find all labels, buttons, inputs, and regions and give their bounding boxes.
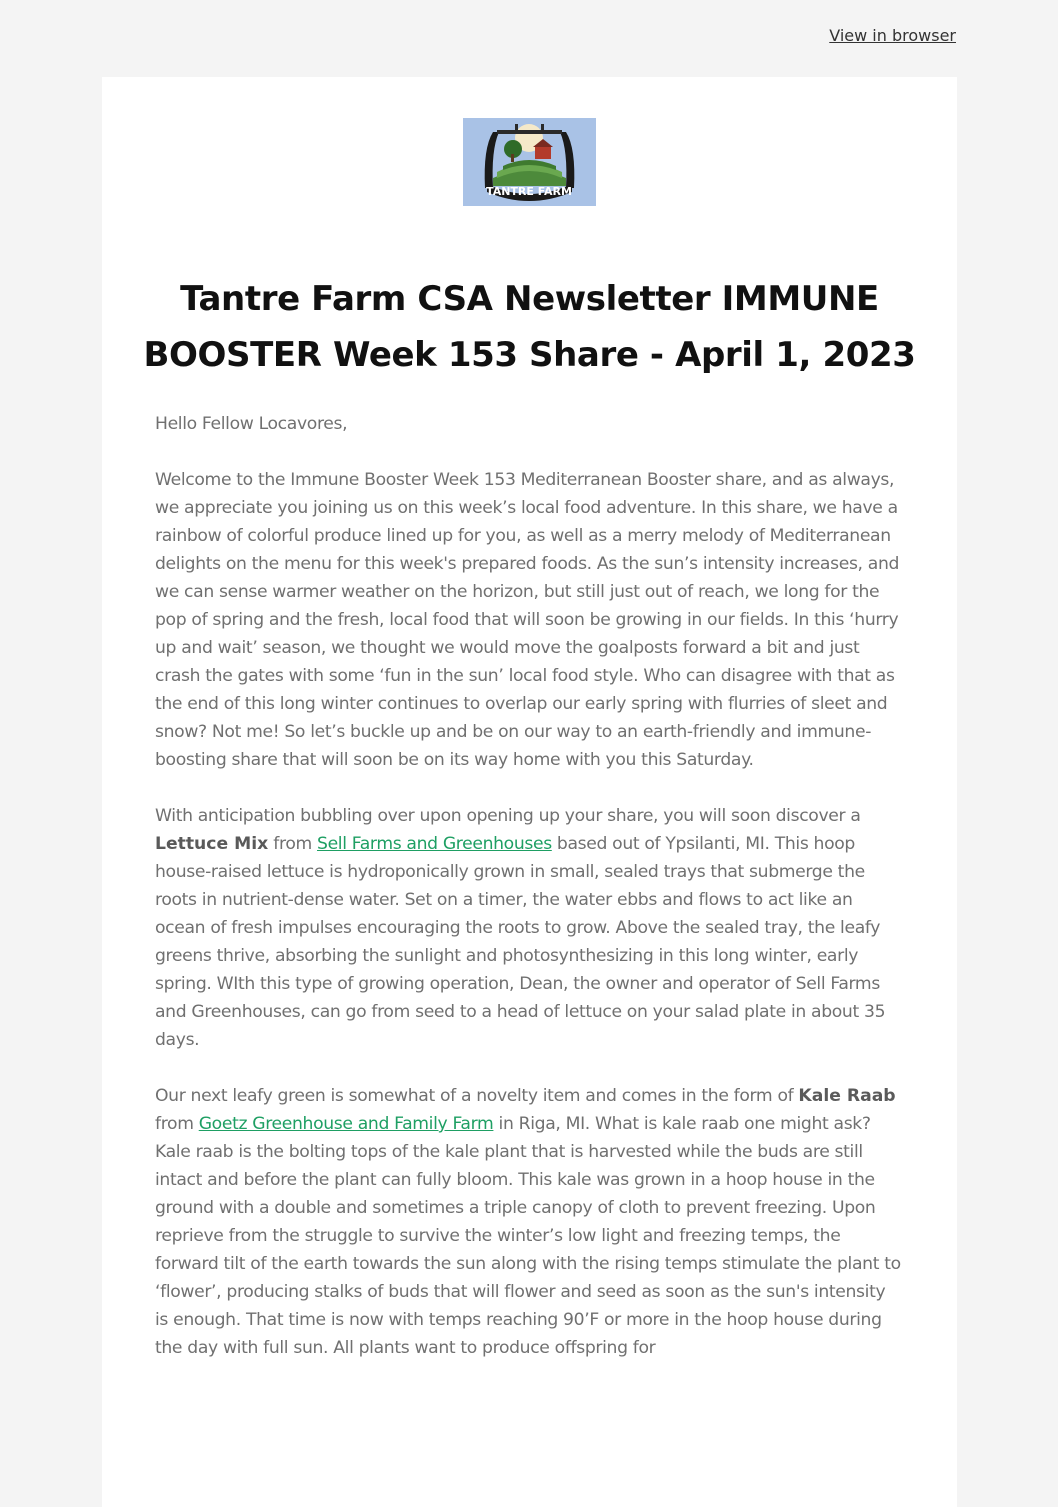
product-name-kale-raab: Kale Raab <box>798 1086 896 1106</box>
topbar <box>829 26 956 45</box>
lettuce-paragraph <box>155 802 903 1054</box>
paragraph-text: Our next leafy green is somewhat of a novelty item and comes in the form of <box>155 1086 799 1106</box>
newsletter-body <box>155 410 903 1390</box>
sell-farms-link[interactable]: Sell Farms and Greenhouses <box>317 834 552 854</box>
product-name-lettuce-mix: Lettuce Mix <box>155 834 269 854</box>
intro-paragraph: Welcome to the Immune Booster Week 153 Mediterranean Booster share, and as always, we appreciate you joining us on this week’s local food adventure. In this share, we have a rainbow of colorful produce lined up for you, as well as a merry melody of Mediterranean delights on the menu for this week's prepared foods. As the sun’s intensity increases, and we can sense warmer weather on the horizon, but still just out of reach, we long for the pop of spring and the fresh, local food that will soon be growing in our fields. In this ‘hurry up and wait’ season, we thought we would move the goalposts forward a bit and just crash the gates with some ‘fun in the sun’ local food style. Who can disagree with that as the end of this long winter continues to overlap our early spring with flurries of sleet and snow? Not me! So let’s buckle up and be on our way to an earth-friendly and immune-boosting share that will soon be on its way home with you this Saturday. <box>155 470 900 770</box>
paragraph-text: from <box>268 834 318 854</box>
goetz-greenhouse-link[interactable]: Goetz Greenhouse and Family Farm <box>198 1114 494 1134</box>
paragraph-text: based out of Ypsilanti, MI. This hoop house-raised lettuce is hydroponically grown in small, sealed trays that submerge the roots in nutrient-dense water. Set on a timer, the water ebbs and flows to act like an ocean of fresh impulses encouraging the roots to grow. Above the sealed tray, the leafy greens thrive, absorbing the sunlight and photosynthesizing in this long winter, early spring. WIth this type of growing operation, Dean, the owner and operator of Sell Farms and Greenhouses, can go from seed to a head of lettuce on your salad plate in about 35 days. <box>155 834 886 1050</box>
tantre-farm-logo <box>463 118 596 206</box>
paragraph-text: from <box>155 1114 199 1134</box>
greeting: Hello Fellow Locavores, <box>155 414 348 434</box>
paragraph-text: With anticipation bubbling over upon opening up your share, you will soon discover a <box>155 806 861 826</box>
logo-image <box>463 118 596 206</box>
paragraph-text: in Riga, MI. What is kale raab one might ask? Kale raab is the bolting tops of the kale plant that is harvested while the buds are still intact and before the plant can fully bloom. This kale was grown in a hoop house in the ground with a double and sometimes a triple canopy of cloth to prevent freezing. Upon reprieve from the struggle to survive the winter’s low light and freezing temps, the forward tilt of the earth towards the sun along with the rising temps stimulate the plant to ‘flower’, producing stalks of buds that will flower and seed as soon as the sun's intensity is enough. That time is now with temps reaching 90’F or more in the hoop house during the day with full sun. All plants want to produce offspring for <box>155 1114 901 1358</box>
kale-raab-paragraph <box>155 1082 903 1362</box>
logo-lettering: TANTRE FARM <box>486 185 572 198</box>
newsletter-title: Tantre Farm CSA Newsletter IMMUNE BOOSTER Week 153 Share - April 1, 2023 <box>143 279 916 375</box>
newsletter-card <box>102 77 957 1507</box>
view-in-browser-link[interactable]: View in browser <box>829 26 956 45</box>
